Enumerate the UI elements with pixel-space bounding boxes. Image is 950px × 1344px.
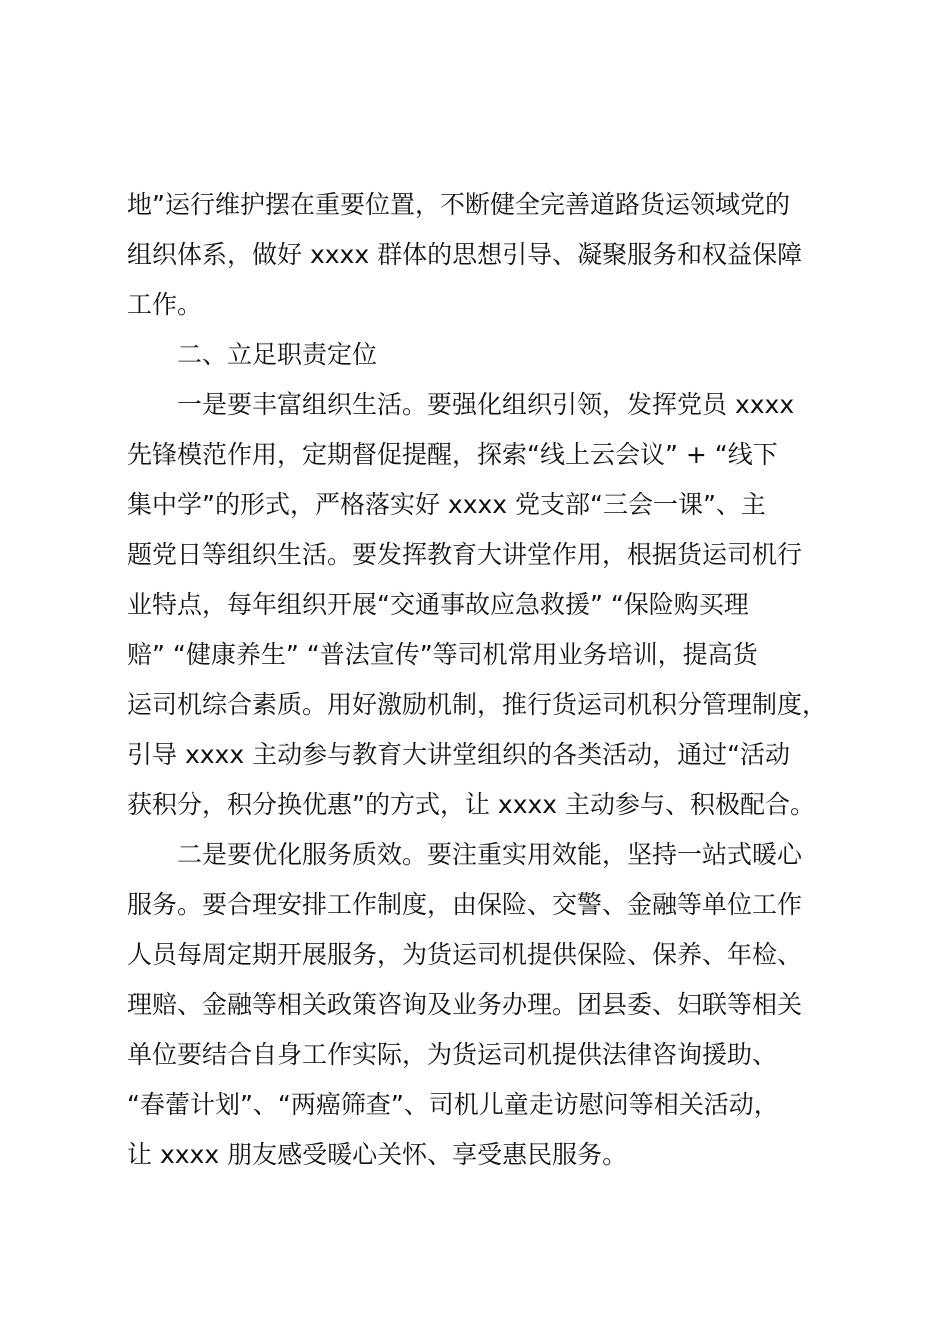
text-line: “春蕾计划”、“两癌筛查”、司机儿童走访慰问等相关活动， [127,1090,779,1119]
text-line: 获积分，积分换优惠”的方式，让 xxxx 主动参与、积极配合。 [127,790,816,819]
text-line: 工作。 [127,290,203,319]
text-line: 一是要丰富组织生活。要强化组织引领，发挥党员 xxxx [177,390,795,419]
text-line: 集中学”的形式，严格落实好 xxxx 党支部“三会一课”、主 [127,490,766,519]
text-line: 组织体系，做好 xxxx 群体的思想引导、凝聚服务和权益保障 [127,240,803,269]
text-line: 运司机综合素质。用好激励机制，推行货运司机积分管理制度， [127,690,828,719]
text-line: 赔” “健康养生” “普法宣传”等司机常用业务培训，提高货 [127,640,758,669]
section-heading: 二、立足职责定位 [177,340,378,369]
text-line: 让 xxxx 朋友感受暖心关怀、享受惠民服务。 [127,1140,628,1169]
text-line: 题党日等组织生活。要发挥教育大讲堂作用，根据货运司机行 [127,540,803,569]
text-line: 二是要优化服务质效。要注重实用效能，坚持一站式暖心 [177,840,803,869]
text-line: 引导 xxxx 主动参与教育大讲堂组织的各类活动，通过“活动 [127,740,791,769]
text-line: 单位要结合自身工作实际，为货运司机提供法律咨询援助、 [127,1040,778,1069]
text-line: 先锋模范作用，定期督促提醒，探索“线上云会议” + “线下 [127,440,778,469]
text-line: 服务。要合理安排工作制度，由保险、交警、金融等单位工作 [127,890,803,919]
text-line: 人员每周定期开展服务，为货运司机提供保险、保养、年检、 [127,940,803,969]
text-line: 理赔、金融等相关政策咨询及业务办理。团县委、妇联等相关 [127,990,803,1019]
text-line: 业特点，每年组织开展“交通事故应急救援” “保险购买理 [127,590,749,619]
text-line: 地”运行维护摆在重要位置，不断健全完善道路货运领域党的 [127,190,790,219]
